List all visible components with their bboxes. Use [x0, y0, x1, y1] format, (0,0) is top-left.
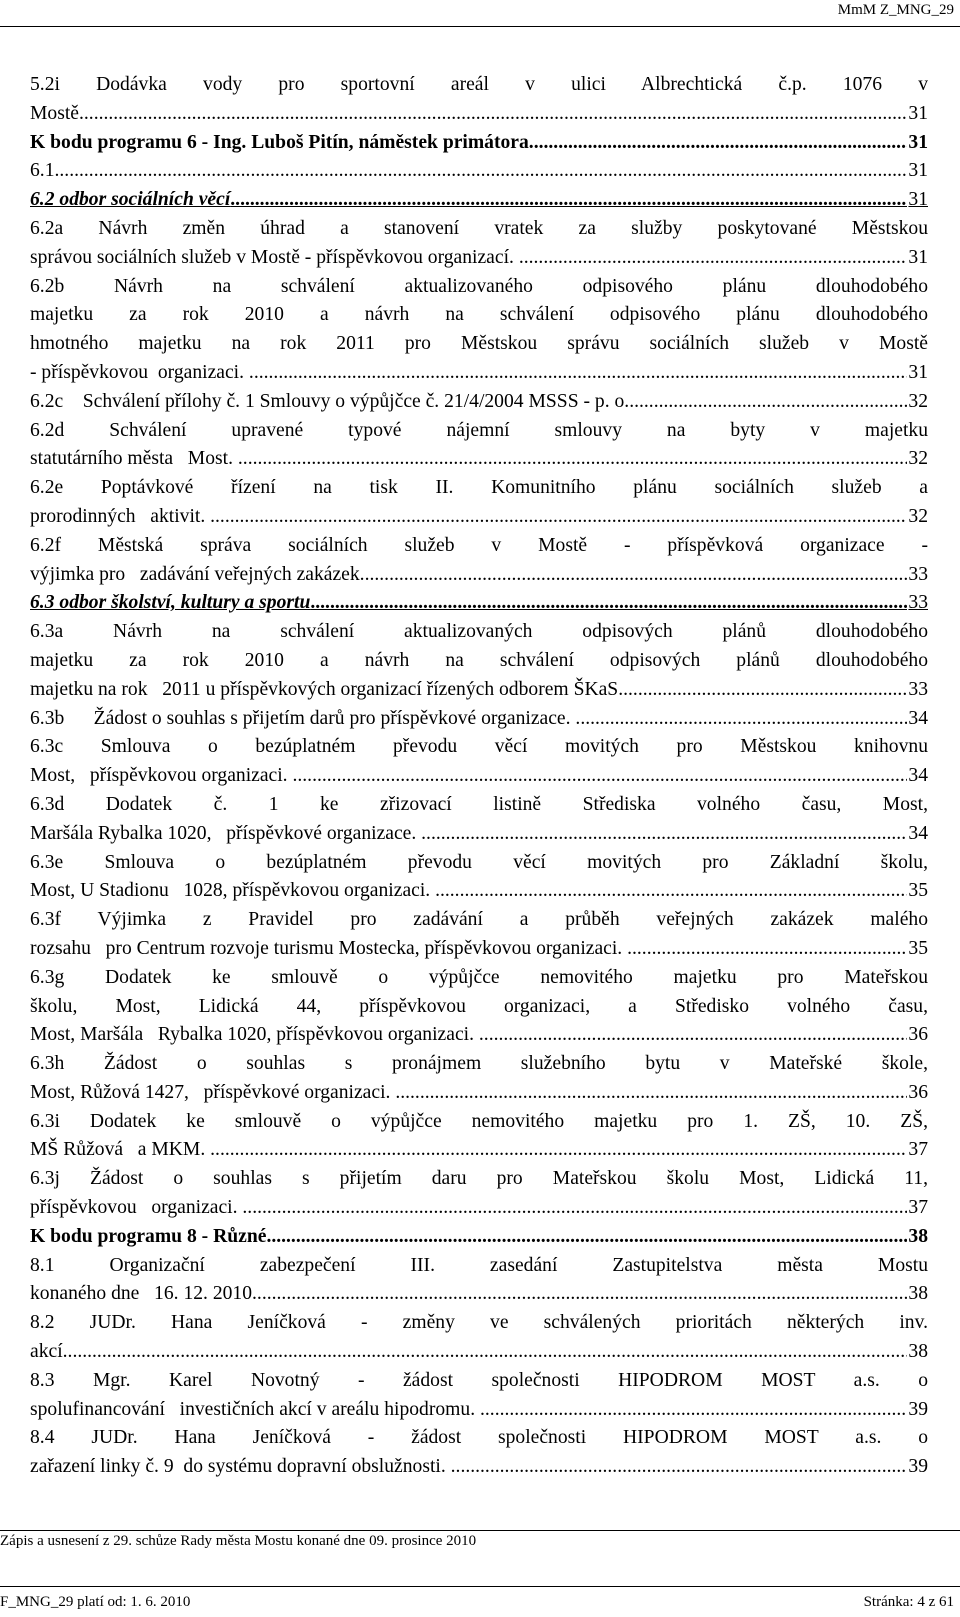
toc-line: 6.2b Návrh na schválení aktualizovaného odpisového plánu dlouhodobého: [30, 275, 928, 297]
toc-page-number: 35: [908, 880, 928, 902]
dot-leader: [435, 877, 907, 906]
footer-rule-bottom: [0, 1586, 960, 1587]
toc-page-number: 37: [908, 1197, 928, 1219]
footer-meeting-text: Zápis a usnesení z 29. schůze Rady města Mostu konané dne 09. prosince 2010: [0, 1533, 477, 1549]
toc-line: majetku za rok 2010 a návrh na schválení odpisových plánů dlouhodobého: [30, 649, 928, 671]
toc-line: [30, 186, 928, 215]
dot-leader: [266, 1223, 907, 1252]
dot-leader: [480, 1396, 907, 1425]
toc-page-number: 34: [908, 707, 928, 729]
toc-page-number: 34: [908, 765, 928, 787]
toc-line: [30, 1280, 928, 1309]
toc-line: 6.2a Návrh změn úhrad a stanovení vratek za služby poskytované Městskou: [30, 217, 928, 239]
dot-leader: [421, 820, 907, 849]
toc-entry-text: 6.2c Schválení přílohy č. 1 Smlouvy o výpůjčce č. 21/4/2004 MSSS - p. o.: [30, 390, 630, 412]
dot-leader: [252, 1280, 907, 1309]
toc-entry-text: správou sociálních služeb v Mostě - příspěvkovou organizací.: [30, 246, 519, 268]
toc-line: 6.2f Městská správa sociálních služeb v Mostě - příspěvková organizace -: [30, 534, 928, 556]
toc-page-number: 31: [908, 131, 928, 153]
toc-page-number: 31: [908, 246, 928, 268]
toc-page-number: 31: [908, 361, 928, 383]
dot-leader: [360, 561, 908, 590]
footer-form-code: F_MNG_29 platí od: 1. 6. 2010: [0, 1594, 191, 1610]
toc-entry-text: zařazení linky č. 9 do systému dopravní obslužnosti.: [30, 1456, 451, 1478]
toc-line: [30, 705, 928, 734]
toc-line: 6.3f Výjimka z Pravidel pro zadávání a průběh veřejných zakázek malého: [30, 909, 928, 931]
toc-line: 6.3g Dodatek ke smlouvě o výpůjčce nemovitého majetku pro Mateřskou: [30, 966, 928, 988]
toc-line: 8.3 Mgr. Karel Novotný - žádost společnosti HIPODROM MOST a.s. o: [30, 1369, 928, 1391]
toc-line: [30, 503, 928, 532]
toc-entry-text: Most, Růžová 1427, příspěvkové organizaci.: [30, 1081, 396, 1103]
toc-page-number: 33: [908, 563, 928, 585]
toc-entry-text: 6.3 odbor školství, kultury a sportu: [30, 592, 311, 614]
toc-line: [30, 1223, 928, 1252]
toc-page-number: 33: [908, 678, 928, 700]
toc-line: [30, 935, 928, 964]
toc-line: [30, 1453, 928, 1482]
dot-leader: [63, 1338, 908, 1367]
toc-entry-text: Mostě.: [30, 102, 84, 124]
toc-page-number: 38: [908, 1341, 928, 1363]
toc-entry-text: K bodu programu 8 - Různé: [30, 1225, 267, 1247]
toc-entry-text: K bodu programu 6 - Ing. Luboš Pitín, náměstek primátora: [30, 131, 529, 153]
dot-leader: [627, 935, 907, 964]
toc-line: [30, 100, 928, 129]
toc-line: [30, 445, 928, 474]
toc-page-number: 38: [908, 1283, 928, 1305]
dot-leader: [451, 1453, 908, 1482]
footer-page-number: Stránka: 4 z 61: [863, 1594, 954, 1610]
dot-leader: [238, 445, 908, 474]
page-header-code: MmM Z_MNG_29: [837, 2, 954, 18]
toc-line: 6.3d Dodatek č. 1 ke zřizovací listině Střediska volného času, Most,: [30, 793, 928, 815]
toc-entry-text: 6.2 odbor sociálních věcí: [30, 189, 231, 211]
toc-line: [30, 129, 928, 158]
toc-line: [30, 589, 928, 618]
toc-entry-text: rozsahu pro Centrum rozvoje turismu Mostecka, příspěvkovou organizaci.: [30, 937, 628, 959]
toc-line: 6.3e Smlouva o bezúplatném převodu věcí movitých pro Základní školu,: [30, 851, 928, 873]
dot-leader: [210, 1136, 907, 1165]
toc-line: [30, 820, 928, 849]
footer-rule-top: [0, 1530, 960, 1531]
dot-leader: [618, 676, 907, 705]
toc-line: hmotného majetku na rok 2011 pro Městskou správu sociálních služeb v Mostě: [30, 333, 928, 355]
toc-line: [30, 762, 928, 791]
toc-page-number: 36: [908, 1024, 928, 1046]
dot-leader: [529, 129, 908, 158]
toc-line: 5.2i Dodávka vody pro sportovní areál v ulici Albrechtická č.p. 1076 v: [30, 74, 928, 95]
toc-line: 6.2e Poptávkové řízení na tisk II. Komunitního plánu sociálních služeb a: [30, 477, 928, 499]
toc-page-number: 33: [908, 592, 928, 614]
toc-line: majetku za rok 2010 a návrh na schválení odpisového plánu dlouhodobého: [30, 304, 928, 326]
dot-leader: [575, 705, 907, 734]
dot-leader: [84, 100, 908, 129]
toc-page-number: 31: [908, 102, 928, 124]
toc-line: [30, 1338, 928, 1367]
toc-line: 6.3j Žádost o souhlas s přijetím daru pro Mateřskou školu Most, Lidická 11,: [30, 1168, 928, 1190]
toc-entry-text: výjimka pro zadávání veřejných zakázek: [30, 563, 360, 585]
dot-leader: [479, 1021, 908, 1050]
toc-line: 6.2d Schválení upravené typové nájemní smlouvy na byty v majetku: [30, 419, 928, 441]
toc-entry-text: 6.1: [30, 160, 55, 182]
toc-line: [30, 877, 928, 906]
toc-entry-text: příspěvkovou organizaci.: [30, 1197, 243, 1219]
toc-page-number: 39: [908, 1398, 928, 1420]
toc-line: [30, 388, 928, 417]
toc-page-number: 38: [908, 1225, 928, 1247]
toc-line: 6.3c Smlouva o bezúplatném převodu věcí movitých pro Městskou knihovnu: [30, 736, 928, 758]
toc-line: [30, 1396, 928, 1425]
toc-entry-text: Most, U Stadionu 1028, příspěvkovou organizaci.: [30, 880, 436, 902]
toc-line: [30, 244, 928, 273]
dot-leader: [629, 388, 907, 417]
toc-entry-text: Maršála Rybalka 1020, příspěvkové organizace.: [30, 822, 422, 844]
dot-leader: [55, 157, 908, 186]
toc-page-number: 31: [908, 160, 928, 182]
toc-entry-text: statutárního města Most.: [30, 448, 238, 470]
toc-entry-text: Most, Maršála Rybalka 1020, příspěvkovou organizaci.: [30, 1024, 479, 1046]
toc-page-number: 36: [908, 1081, 928, 1103]
toc-line: [30, 157, 928, 186]
toc-entry-text: 6.3b Žádost o souhlas s přijetím darů pro příspěvkové organizace.: [30, 707, 576, 729]
toc-line: 6.3a Návrh na schválení aktualizovaných odpisových plánů dlouhodobého: [30, 621, 928, 643]
dot-leader: [242, 1194, 907, 1223]
toc-page-number: 32: [908, 390, 928, 412]
toc-page-number: 32: [908, 505, 928, 527]
toc-line: [30, 1194, 928, 1223]
toc-entry-text: MŠ Růžová a MKM.: [30, 1139, 211, 1161]
toc-page-number: 32: [908, 448, 928, 470]
dot-leader: [519, 244, 908, 273]
toc-line: [30, 561, 928, 590]
toc-line: školu, Most, Lidická 44, příspěvkovou organizaci, a Středisko volného času,: [30, 995, 928, 1017]
toc-page-number: 37: [908, 1139, 928, 1161]
toc-entry-text: majetku na rok 2011 u příspěvkových organizací řízených odborem ŠKaS: [30, 678, 619, 700]
header-rule: [0, 26, 960, 27]
toc-line: 8.4 JUDr. Hana Jeníčková - žádost společnosti HIPODROM MOST a.s. o: [30, 1427, 928, 1449]
dot-leader: [292, 762, 907, 791]
toc-entry-text: prorodinných aktivit.: [30, 505, 211, 527]
toc-page-number: 31: [908, 189, 928, 211]
toc-entry-text: Most, příspěvkovou organizaci.: [30, 765, 293, 787]
toc-line: [30, 359, 928, 388]
dot-leader: [210, 503, 907, 532]
toc-line: 8.2 JUDr. Hana Jeníčková - změny ve schválených prioritách některých inv.: [30, 1312, 928, 1334]
toc-line: 8.1 Organizační zabezpečení III. zasedání Zastupitelstva města Mostu: [30, 1254, 928, 1276]
dot-leader: [395, 1079, 907, 1108]
table-of-contents: [30, 71, 928, 1482]
toc-entry-text: spolufinancování investičních akcí v areálu hipodromu.: [30, 1398, 480, 1420]
dot-leader: [310, 589, 907, 618]
toc-page-number: 35: [908, 937, 928, 959]
dot-leader: [230, 186, 907, 215]
toc-line: [30, 1079, 928, 1108]
toc-entry-text: - příspěvkovou organizaci.: [30, 361, 249, 383]
toc-page-number: 34: [908, 822, 928, 844]
toc-entry-text: konaného dne 16. 12. 2010: [30, 1283, 253, 1305]
toc-line: [30, 1136, 928, 1165]
toc-line: [30, 1021, 928, 1050]
toc-line: 6.3h Žádost o souhlas s pronájmem služebního bytu v Mateřské škole,: [30, 1053, 928, 1075]
toc-entry-text: akcí: [30, 1341, 63, 1363]
toc-page-number: 39: [908, 1456, 928, 1478]
dot-leader: [249, 359, 907, 388]
toc-line: [30, 676, 928, 705]
toc-line: 6.3i Dodatek ke smlouvě o výpůjčce nemovitého majetku pro 1. ZŠ, 10. ZŠ,: [30, 1110, 928, 1132]
